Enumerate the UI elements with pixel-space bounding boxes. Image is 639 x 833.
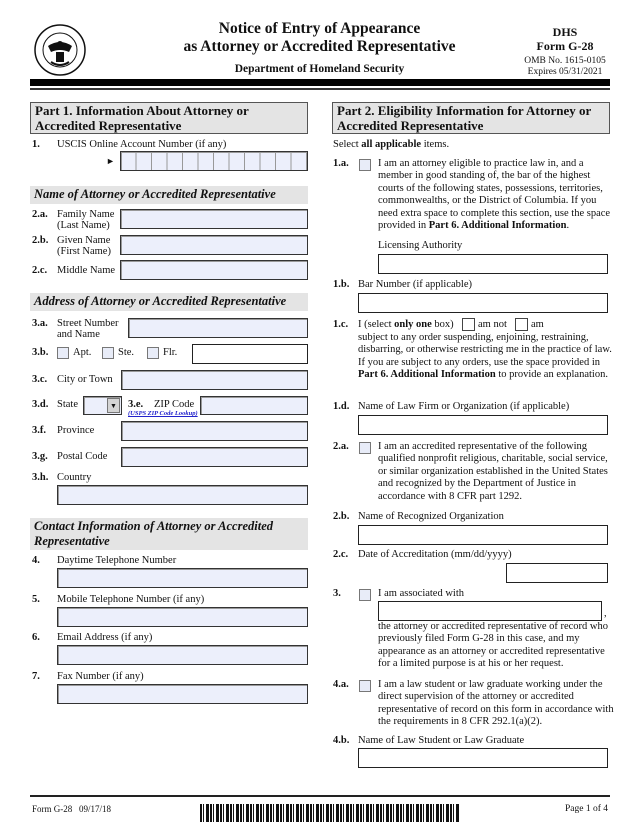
given-name-input[interactable] [120,235,308,255]
p2-q1d-number: 1.d. [333,401,350,412]
law-student-checkbox[interactable] [359,680,371,692]
q3g-number: 3.g. [32,451,48,462]
p2-q4b-number: 4.b. [333,735,350,746]
recognized-org-label: Name of Recognized Organization [358,511,504,522]
contact-section-line1: Contact Information of Attorney or Accredited [34,519,274,533]
ste-checkbox[interactable] [102,347,114,359]
unit-number-input[interactable] [192,344,308,364]
accredited-rep-checkbox[interactable] [359,442,371,454]
q2c-number: 2.c. [32,265,48,276]
q3c-number: 3.c. [32,374,48,385]
family-name-input[interactable] [120,209,308,229]
p2-q2a-number: 2.a. [333,441,349,452]
q3d-label: State [57,399,78,410]
q2c-label: Middle Name [57,265,116,276]
omb-number: OMB No. 1615-0105 [524,56,606,66]
apt-label: Apt. [73,347,92,358]
part1-title-line2: Accredited Representative [35,118,182,133]
apt-checkbox[interactable] [57,347,69,359]
bar-number-input[interactable] [358,293,608,313]
q4-number: 4. [32,555,40,566]
attorney-checkbox[interactable] [359,159,371,171]
usps-zip-lookup-link[interactable]: (USPS ZIP Code Lookup) [128,410,198,417]
am-not-checkbox[interactable] [462,318,475,331]
am-not-label: am not [478,319,507,330]
barcode [200,804,460,822]
comma: , [604,608,607,619]
part1-header [30,102,308,134]
q6-number: 6. [32,632,40,643]
law-student-name-label: Name of Law Student or Law Graduate [358,735,525,746]
q3a-label: Street Number [57,318,119,329]
zip-code-input[interactable] [200,396,308,415]
part2-title-line1: Part 2. Eligibility Information for Attorney or [337,103,592,118]
q3g-label: Postal Code [57,451,108,462]
q3e-label: ZIP Code [154,399,195,410]
q1-label: USCIS Online Account Number (if any) [57,139,227,150]
header-thin-rule [30,88,610,90]
postal-code-input[interactable] [121,447,308,467]
email-input[interactable] [57,645,308,665]
p2-q1c-text: subject to any order suspending, enjoining, restraining, disbarring, or otherwise restricting me in the practice of law. If you are subject to any orders, use the space provided in Part 6. Additional Information to provide an explanation. [358,332,612,381]
associated-name-input[interactable] [378,601,602,621]
part1-title-line1: Part 1. Information About Attorney or [35,103,249,118]
p2-q1b-number: 1.b. [333,279,350,290]
p2-q2c-number: 2.c. [333,549,349,560]
arrow-right-icon: ► [106,156,115,166]
accreditation-date-label: Date of Accreditation (mm/dd/yyyy) [358,549,512,560]
licensing-authority-input[interactable] [378,254,608,274]
p2-q3-number: 3. [333,588,341,599]
part2-title-line2: Accredited Representative [337,118,484,133]
chevron-down-icon: ▼ [107,398,120,413]
licensing-authority-label: Licensing Authority [378,240,463,251]
p2-q3-text: the attorney or accredited representative of record who previously filed Form G-28 in this case, and my appearance as an attorney or accredited representative for a limited purpose is at his or her request. [378,621,609,670]
q4-label: Daytime Telephone Number [57,555,177,566]
p2-q1c-number: 1.c. [333,319,349,330]
q2b-label-sub: (First Name) [57,246,111,257]
accreditation-date-input[interactable] [506,563,608,583]
department-name: Department of Homeland Security [234,63,405,75]
p2-q1a-number: 1.a. [333,158,349,169]
province-input[interactable] [121,421,308,441]
contact-section-header [30,518,308,550]
part2-intro: Select all applicable items. [333,139,450,150]
footer-rule [30,795,610,797]
p2-q1c-select: I (select only one box) [358,319,454,330]
form-title-line2: as Attorney or Accredited Representative [183,38,456,55]
recognized-org-input[interactable] [358,525,608,545]
q3a-number: 3.a. [32,318,48,329]
q5-number: 5. [32,594,40,605]
address-section-header: Address of Attorney or Accredited Representative [30,293,308,311]
q2b-label: Given Name [57,235,111,246]
q3d-number: 3.d. [32,399,49,410]
q3f-number: 3.f. [32,425,46,436]
city-input[interactable] [121,370,308,390]
p2-q2a-text: I am an accredited representative of the following qualified nonprofit religious, charitable, social service, or similar organization established in the United States and recognized by the Department of Justice in accordance with 8 CFR part 1292. [378,441,608,502]
daytime-phone-input[interactable] [57,568,308,588]
q3e-number: 3.e. [128,399,144,410]
page-number: Page 1 of 4 [564,804,608,814]
fax-input[interactable] [57,684,308,704]
q3a-label-sub: and Name [57,329,100,340]
q2a-label: Family Name [57,209,115,220]
q6-label: Email Address (if any) [57,632,153,643]
q3b-number: 3.b. [32,347,49,358]
part2-header [332,102,610,134]
am-checkbox[interactable] [515,318,528,331]
country-input[interactable] [57,485,308,505]
associated-checkbox[interactable] [359,589,371,601]
ste-label: Ste. [118,347,135,358]
am-label: am [531,319,544,330]
q1-number: 1. [32,139,40,150]
q2b-number: 2.b. [32,235,49,246]
contact-section-line2: Representative [34,534,110,548]
expiration-date: Expires 05/31/2021 [527,67,603,77]
name-section-header: Name of Attorney or Accredited Representative [30,186,308,204]
q3c-label: City or Town [57,374,113,385]
q3h-number: 3.h. [32,472,49,483]
p2-q2b-number: 2.b. [333,511,350,522]
q7-label: Fax Number (if any) [57,671,144,682]
state-select[interactable] [83,396,122,415]
law-student-name-input[interactable] [358,748,608,768]
q5-label: Mobile Telephone Number (if any) [57,594,205,605]
law-firm-label: Name of Law Firm or Organization (if applicable) [358,401,570,412]
bar-number-label: Bar Number (if applicable) [358,279,472,290]
p2-q4a-number: 4.a. [333,679,349,690]
flr-label: Flr. [163,347,178,358]
p2-q4a-text: I am a law student or law graduate working under the direct supervision of the attorney or accredited representative of record on this form in accordance with the requirements in 8 CFR 292.1(a)(2). [378,679,614,728]
q3f-label: Province [57,425,95,436]
form-title-line1: Notice of Entry of Appearance [218,20,421,37]
q2a-number: 2.a. [32,209,48,220]
agency: DHS [552,25,578,39]
form-number: Form G-28 [536,39,594,53]
header-thick-rule [30,79,610,86]
footer-form-id: Form G-28 09/17/18 [32,804,112,814]
q2a-label-sub: (Last Name) [57,220,110,231]
street-input[interactable] [128,318,308,338]
associated-label: I am associated with [378,588,465,599]
uscis-account-number-input[interactable] [120,151,308,171]
q7-number: 7. [32,671,40,682]
p2-q1a-text: I am an attorney eligible to practice law in, and a member in good standing of, the bar of the highest courts of the following states, possessions, territories, commonwealths, or the District of Columbia. If you need extra space to complete this section, use the space provided in Part 6. Additional Information. [378,158,611,232]
mobile-phone-input[interactable] [57,607,308,627]
q3h-label: Country [57,472,92,483]
flr-checkbox[interactable] [147,347,159,359]
middle-name-input[interactable] [120,260,308,280]
law-firm-input[interactable] [358,415,608,435]
